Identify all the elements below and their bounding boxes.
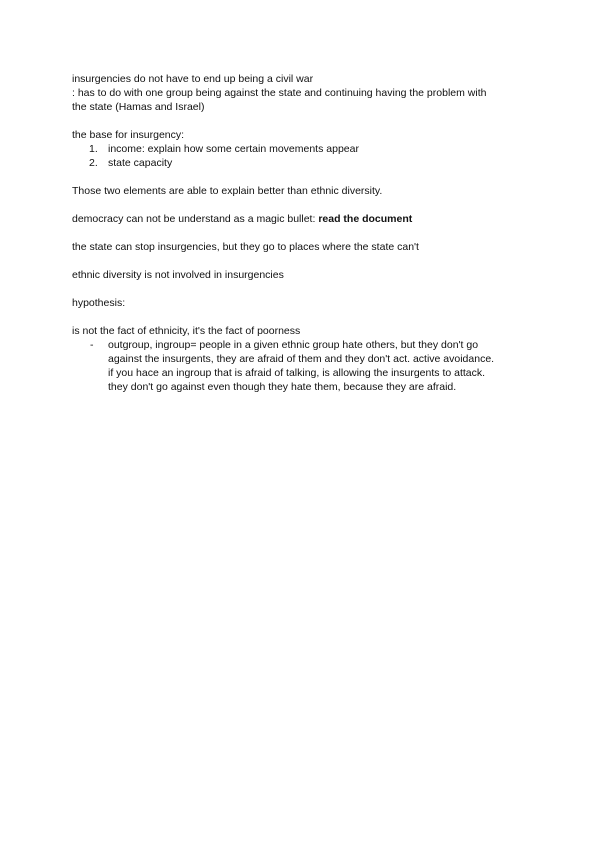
state-line: the state can stop insurgencies, but they go to places where the state can't (72, 241, 419, 253)
paragraph-gap (72, 310, 532, 324)
ethnic-line: ethnic diversity is not involved in insurgencies (72, 269, 284, 281)
paragraph-gap (72, 114, 532, 128)
paragraph-gap (72, 226, 532, 240)
bullet-line: they don't go against even though they hate them, because they are afraid. (108, 381, 457, 393)
numbered-list (72, 142, 532, 170)
intro-line: the state (Hamas and Israel) (72, 101, 205, 113)
bullet-line: outgroup, ingroup= people in a given ethnic group hate others, but they don't go (108, 339, 479, 351)
elements-line: Those two elements are able to explain better than ethnic diversity. (72, 185, 383, 197)
list-item (72, 338, 532, 394)
paragraph-gap (72, 282, 532, 296)
list-number: 1. (89, 143, 98, 155)
bullet-line: if you hace an ingroup that is afraid of talking, is allowing the insurgents to attack. (108, 367, 486, 379)
list-number: 2. (89, 157, 98, 169)
democracy-text: democracy can not be understand as a magic bullet: (72, 213, 319, 225)
intro-line: : has to do with one group being against the state and continuing having the problem with (72, 87, 487, 99)
list-item-text: income: explain how some certain movements appear (108, 143, 359, 155)
base-heading: the base for insurgency: (72, 129, 185, 141)
paragraph-gap (72, 170, 532, 184)
list-item-text: state capacity (108, 157, 173, 169)
dash-marker: - (90, 339, 94, 351)
hypothesis-heading: hypothesis: (72, 297, 126, 309)
democracy-bold: read the document (318, 213, 413, 225)
paragraph-gap (72, 198, 532, 212)
document-body (72, 72, 532, 394)
list-item (72, 156, 532, 170)
intro-line: insurgencies do not have to end up being a civil war (72, 73, 314, 85)
bullet-line: against the insurgents, they are afraid of them and they don't act. active avoidance. (108, 353, 495, 365)
paragraph-gap (72, 254, 532, 268)
poorness-line: is not the fact of ethnicity, it's the fact of poorness (72, 325, 301, 337)
list-item (72, 142, 532, 156)
democracy-line (72, 212, 532, 226)
dash-list (72, 338, 532, 394)
